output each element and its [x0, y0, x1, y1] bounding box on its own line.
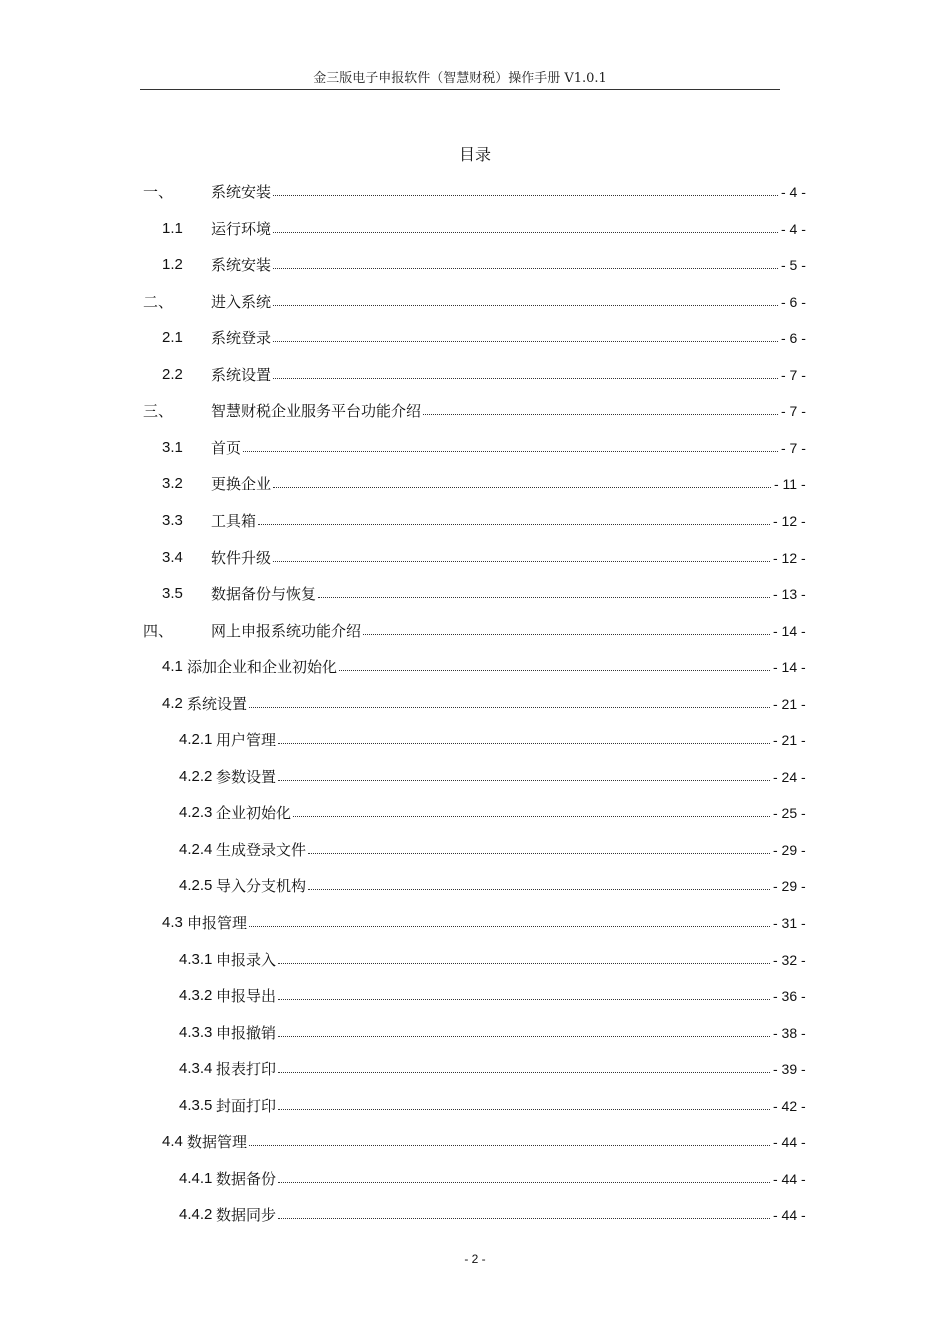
toc-entry[interactable]	[0, 285, 950, 319]
toc-entry-title: 软件升级	[211, 541, 273, 575]
toc-entry[interactable]	[0, 1198, 950, 1232]
toc-dot-leader	[243, 451, 778, 452]
toc-entry-page: - 5 -	[778, 248, 806, 282]
toc-dot-leader	[273, 195, 778, 196]
toc-entry-number: 4.3.3	[179, 1023, 213, 1041]
toc-dot-leader	[249, 1145, 770, 1146]
toc-entry[interactable]	[0, 541, 950, 575]
toc-entry-number: 4.3.4	[179, 1060, 213, 1078]
toc-entry-page: - 14 -	[770, 614, 806, 648]
toc-entry-number: 4.2.4	[179, 840, 213, 858]
toc-entry-page: - 42 -	[770, 1089, 806, 1123]
toc-dot-leader	[278, 1072, 770, 1073]
toc-entry-number: 二、	[143, 292, 174, 311]
toc-entry-number: 4.1	[162, 658, 183, 676]
toc-dot-leader	[293, 816, 770, 817]
running-header: 金三版电子申报软件（智慧财税）操作手册 V1.0.1	[313, 71, 607, 86]
toc-entry-number: 4.2.2	[179, 767, 213, 785]
toc-dot-leader	[423, 414, 778, 415]
toc-entry-page: - 21 -	[770, 687, 806, 721]
toc-entry-number: 4.3.2	[179, 987, 213, 1005]
toc-entry[interactable]	[0, 1162, 950, 1196]
toc-dot-leader	[278, 1182, 770, 1183]
toc-entry-title: 智慧财税企业服务平台功能介绍	[211, 394, 423, 428]
toc-dot-leader	[249, 707, 770, 708]
toc-entry[interactable]	[0, 431, 950, 465]
toc-entry-number: 4.2.5	[179, 877, 213, 895]
toc-entry-number: 3.1	[162, 438, 183, 456]
toc-entry-title: 运行环境	[211, 212, 273, 246]
toc-entry-page: - 31 -	[770, 906, 806, 940]
toc-dot-leader	[339, 670, 770, 671]
toc-entry-title: 系统登录	[211, 321, 273, 355]
toc-dot-leader	[278, 1036, 770, 1037]
toc-entry-title: 申报管理	[187, 906, 249, 940]
toc-entry-page: - 44 -	[770, 1125, 806, 1159]
toc-entry-page: - 36 -	[770, 979, 806, 1013]
toc-entry-number: 1.1	[162, 219, 183, 237]
toc-entry-number: 一、	[143, 183, 174, 201]
toc-dot-leader	[278, 963, 770, 964]
toc-entry-number: 4.4	[162, 1133, 183, 1151]
toc-entry[interactable]	[0, 394, 950, 428]
toc-entry-title: 系统安装	[211, 248, 273, 282]
toc-entry-title: 导入分支机构	[216, 869, 308, 903]
toc-entry-title: 更换企业	[211, 467, 273, 501]
toc-entry[interactable]	[0, 212, 950, 246]
toc-entry-title: 网上申报系统功能介绍	[211, 614, 363, 648]
toc-entry-number: 4.2	[162, 694, 183, 712]
toc-entry-page: - 12 -	[770, 541, 806, 575]
toc-entry-title: 添加企业和企业初始化	[187, 650, 339, 684]
toc-entry-title: 申报撤销	[216, 1016, 278, 1050]
toc-entry[interactable]	[0, 687, 950, 721]
toc-entry-page: - 12 -	[770, 504, 806, 538]
toc-entry-page: - 32 -	[770, 943, 806, 977]
toc-dot-leader	[273, 487, 771, 488]
toc-entry-page: - 21 -	[770, 723, 806, 757]
toc-entry-title: 工具箱	[211, 504, 258, 538]
toc-entry-number: 4.3	[162, 914, 183, 931]
toc-dot-leader	[273, 268, 778, 269]
toc-entry[interactable]	[0, 175, 950, 209]
toc-entry-page: - 7 -	[778, 394, 806, 428]
toc-title: 目录	[458, 145, 491, 164]
toc-entry[interactable]	[0, 467, 950, 501]
toc-dot-leader	[278, 999, 770, 1000]
toc-entry-page: - 13 -	[770, 577, 806, 611]
toc-dot-leader	[273, 341, 778, 342]
toc-dot-leader	[273, 561, 770, 562]
toc-entry-title: 系统安装	[211, 175, 273, 209]
toc-entry[interactable]	[0, 1089, 950, 1123]
toc-entry-page: - 6 -	[778, 285, 806, 319]
toc-entry-page: - 29 -	[770, 833, 806, 867]
toc-entry-page: - 24 -	[770, 760, 806, 794]
toc-entry[interactable]	[0, 358, 950, 392]
toc-entry-page: - 29 -	[770, 869, 806, 903]
toc-entry[interactable]	[0, 906, 950, 940]
toc-entry[interactable]	[0, 1016, 950, 1050]
toc-entry-title: 申报导出	[216, 979, 278, 1013]
header-rule	[140, 89, 780, 90]
toc-entry-page: - 39 -	[770, 1052, 806, 1086]
toc-dot-leader	[308, 889, 770, 890]
toc-entry-title: 企业初始化	[216, 796, 293, 830]
toc-entry[interactable]	[0, 248, 950, 282]
toc-dot-leader	[273, 232, 778, 233]
toc-entry[interactable]	[0, 760, 950, 794]
toc-entry-page: - 11 -	[771, 467, 806, 501]
toc-entry-number: 4.4.2	[179, 1206, 213, 1224]
toc-entry-number: 3.3	[162, 511, 183, 529]
toc-dot-leader	[278, 1218, 770, 1219]
toc-entry-title: 数据备份	[216, 1162, 278, 1196]
toc-entry[interactable]	[0, 1125, 950, 1159]
toc-dot-leader	[273, 378, 778, 379]
toc-entry-number: 1.2	[162, 256, 183, 274]
toc-entry-page: - 7 -	[778, 358, 806, 392]
toc-entry[interactable]	[0, 943, 950, 977]
toc-entry-number: 四、	[143, 621, 174, 640]
toc-dot-leader	[363, 634, 770, 635]
toc-entry-number: 三、	[143, 402, 174, 421]
toc-entry-page: - 4 -	[778, 175, 806, 209]
toc-entry-number: 4.3.5	[179, 1096, 213, 1114]
toc-entry-title: 数据同步	[216, 1198, 278, 1232]
toc-entry[interactable]	[0, 979, 950, 1013]
toc-entry-title: 参数设置	[216, 760, 278, 794]
toc-dot-leader	[278, 743, 770, 744]
toc-dot-leader	[258, 524, 770, 525]
toc-entry-title: 报表打印	[216, 1052, 278, 1086]
toc-entry-page: - 7 -	[778, 431, 806, 465]
toc-entry[interactable]	[0, 614, 950, 648]
toc-entry-number: 4.4.1	[179, 1169, 213, 1187]
toc-dot-leader	[273, 305, 778, 306]
toc-entry-number: 4.3.1	[179, 950, 213, 968]
toc-entry-number: 3.2	[162, 475, 183, 493]
toc-entry-page: - 44 -	[770, 1198, 806, 1232]
toc-entry-number: 4.2.3	[179, 804, 213, 822]
toc-entry[interactable]	[0, 321, 950, 355]
toc-entry-number: 2.1	[162, 329, 183, 347]
toc-entry-page: - 38 -	[770, 1016, 806, 1050]
toc-entry[interactable]	[0, 869, 950, 903]
toc-entry-number: 2.2	[162, 365, 183, 383]
toc-entry-page: - 6 -	[778, 321, 806, 355]
toc-entry-number: 3.5	[162, 585, 183, 603]
toc-entry-page: - 4 -	[778, 212, 806, 246]
toc-entry-title: 申报录入	[216, 943, 278, 977]
toc-dot-leader	[308, 853, 770, 854]
toc-entry-title: 生成登录文件	[216, 833, 308, 867]
toc-entry-title: 用户管理	[216, 723, 278, 757]
toc-entry-title: 进入系统	[211, 285, 273, 319]
toc-dot-leader	[278, 780, 770, 781]
toc-entry-title: 系统设置	[211, 358, 273, 392]
toc-dot-leader	[249, 926, 770, 927]
toc-entry-number: 3.4	[162, 548, 183, 566]
toc-entry[interactable]	[0, 1052, 950, 1086]
toc-entry-page: - 44 -	[770, 1162, 806, 1196]
toc-entry-page: - 14 -	[770, 650, 806, 684]
toc-entry-title: 首页	[211, 431, 243, 465]
toc-entry[interactable]	[0, 650, 950, 684]
toc-entry-title: 系统设置	[187, 687, 249, 721]
toc-entry[interactable]	[0, 577, 950, 611]
page-number: - 2 -	[464, 1252, 486, 1266]
toc-entry[interactable]	[0, 833, 950, 867]
toc-entry[interactable]	[0, 504, 950, 538]
toc-entry[interactable]	[0, 796, 950, 830]
toc-dot-leader	[278, 1109, 770, 1110]
toc-entry-title: 数据备份与恢复	[211, 577, 318, 611]
toc-entry-title: 封面打印	[216, 1089, 278, 1123]
toc-entry[interactable]	[0, 723, 950, 757]
toc-entry-title: 数据管理	[187, 1125, 249, 1159]
toc-entry-page: - 25 -	[770, 796, 806, 830]
toc-entry-number: 4.2.1	[179, 731, 213, 749]
toc-dot-leader	[318, 597, 770, 598]
